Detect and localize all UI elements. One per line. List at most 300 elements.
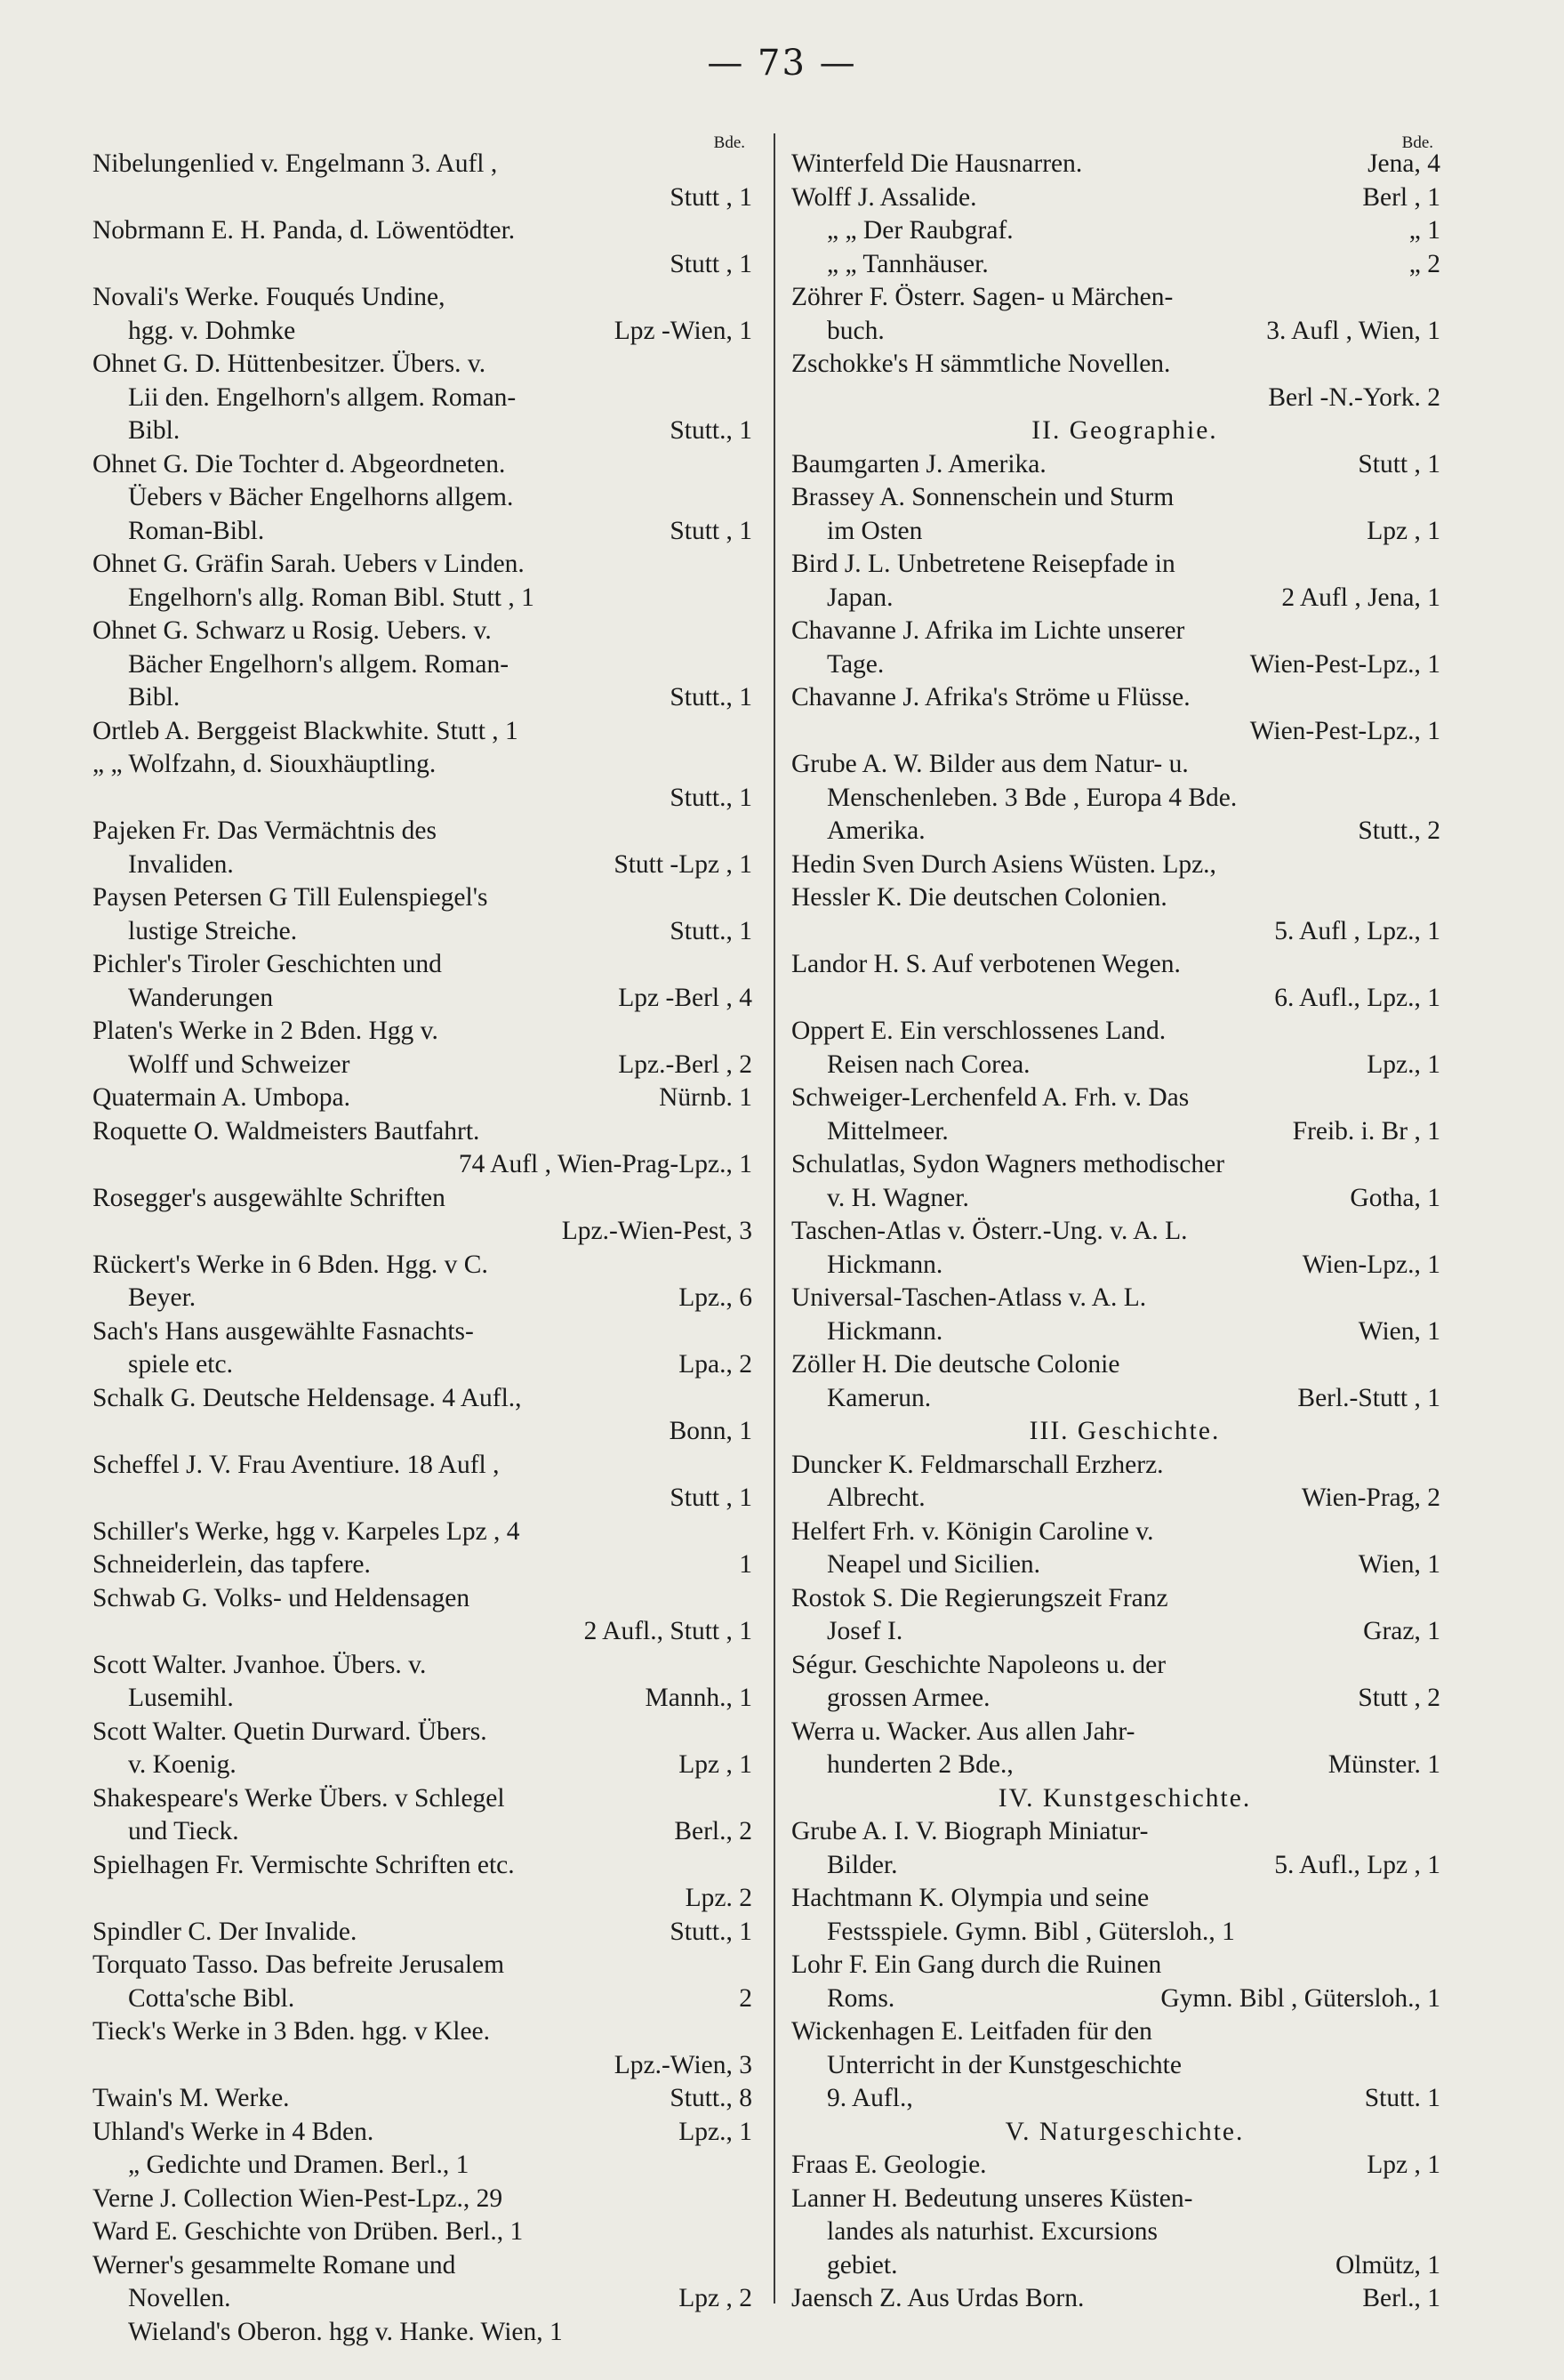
entry-place-volumes: Olmütz, 1: [1335, 2250, 1440, 2279]
catalog-entry: [791, 681, 1440, 748]
catalog-entry: [791, 214, 1440, 248]
entry-line: [791, 1548, 1440, 1582]
catalog-entry: [791, 1148, 1440, 1215]
entry-place-volumes: Stutt., 1: [670, 1917, 752, 1946]
catalog-entry: [92, 1949, 752, 2015]
entry-line: [791, 2215, 1440, 2249]
entry-line: [791, 1049, 1440, 1082]
entry-text: Hickmann.: [827, 1316, 943, 1346]
entry-line: [791, 281, 1440, 315]
entry-line: [791, 1081, 1440, 1115]
entry-line: [92, 1649, 752, 1683]
entry-line: [791, 481, 1440, 515]
entry-place-volumes: 2: [739, 1983, 752, 2013]
entry-line: [92, 1716, 752, 1749]
entry-text: Jaensch Z. Aus Urdas Born.: [791, 2284, 1085, 2312]
entry-text: gebiet.: [827, 2250, 898, 2279]
catalog-entry: [92, 1081, 752, 1115]
entry-text: Kamerun.: [827, 1383, 932, 1412]
entry-line: [92, 2249, 752, 2283]
entry-text: Stutt , 1: [670, 1483, 752, 1512]
entry-line: [92, 2049, 752, 2083]
entry-line: [791, 1115, 1440, 1149]
entry-text: Schulatlas, Sydon Wagners methodischer: [791, 1150, 1225, 1178]
entry-line: [92, 1516, 752, 1549]
entry-line: [92, 1682, 752, 1716]
entry-line: [791, 348, 1440, 382]
volumes-header: Bde.: [1401, 133, 1433, 152]
entry-line: [791, 1482, 1440, 1516]
entry-place-volumes: Münster. 1: [1327, 1750, 1440, 1779]
catalog-entry: [791, 1516, 1440, 1582]
entry-line: [92, 1582, 752, 1616]
entry-line: [92, 1482, 752, 1516]
entry-line: [92, 582, 752, 615]
volumes-header: Bde.: [713, 133, 745, 152]
entry-text: v. H. Wagner.: [827, 1183, 969, 1212]
entry-line: [791, 2282, 1440, 2316]
entry-line: [791, 548, 1440, 582]
catalog-entry: [791, 148, 1440, 181]
catalog-entry: [791, 1949, 1440, 2015]
entry-place-volumes: Stutt , 2: [1358, 1684, 1440, 1712]
entry-place-volumes: Stutt., 1: [670, 416, 752, 445]
entry-text: landes als naturhist. Excursions: [827, 2217, 1158, 2246]
entry-text: Scheffel J. V. Frau Aventiure. 18 Aufl ,: [92, 1450, 500, 1479]
catalog-entry: [791, 1882, 1440, 1949]
entry-place-volumes: 2 Aufl , Jena, 1: [1281, 583, 1440, 612]
entry-place-volumes: Lpz., 1: [1367, 1049, 1440, 1079]
catalog-entry: [92, 1582, 752, 1649]
catalog-entry: [791, 2149, 1440, 2183]
entry-line: [791, 815, 1440, 848]
entry-place-volumes: Lpz , 2: [678, 2284, 752, 2312]
entry-text: Scott Walter. Quetin Durward. Übers.: [92, 1717, 487, 1746]
entry-line: [791, 982, 1440, 1016]
catalog-entry: [791, 1815, 1440, 1882]
entry-text: Platen's Werke in 2 Bden. Hgg v.: [92, 1017, 438, 1045]
entry-line: [92, 1615, 752, 1649]
catalog-entry: [92, 1115, 752, 1182]
entry-place-volumes: Berl.-Stutt , 1: [1297, 1383, 1440, 1412]
entry-text: Ward E. Geschichte von Drüben. Berl., 1: [92, 2217, 524, 2246]
entry-line: [92, 1215, 752, 1249]
entry-text: Engelhorn's allg. Roman Bibl. Stutt , 1: [128, 583, 534, 612]
entry-text: Ortleb A. Berggeist Blackwhite. Stutt , 1: [92, 716, 518, 745]
entry-text: v. Koenig.: [128, 1750, 237, 1779]
entry-line: [92, 481, 752, 515]
entry-line: [92, 1548, 752, 1582]
catalog-entry: [791, 1348, 1440, 1415]
entry-line: [92, 1749, 752, 1782]
entry-text: Sach's Hans ausgewählte Fasnachts-: [92, 1316, 474, 1346]
entry-place-volumes: Lpz , 1: [678, 1750, 752, 1779]
entry-text: Duncker K. Feldmarschall Erzherz.: [791, 1450, 1164, 1479]
entry-line: [92, 515, 752, 549]
entry-place-volumes: Berl., 1: [1362, 2284, 1440, 2312]
catalog-entry: [791, 615, 1440, 681]
entry-line: [92, 1882, 752, 1916]
catalog-entry: [791, 1582, 1440, 1649]
entry-line: [791, 648, 1440, 682]
entry-text: Ohnet G. D. Hüttenbesitzer. Übers. v.: [92, 350, 486, 378]
catalog-entry: [791, 1015, 1440, 1081]
catalog-entry: [92, 748, 752, 815]
entry-text: Lohr F. Ein Gang durch die Ruinen: [791, 1950, 1162, 1979]
entry-place-volumes: Lpa., 2: [678, 1350, 752, 1379]
catalog-entry: [92, 2215, 752, 2249]
catalog-entry: [92, 148, 752, 214]
entry-text: Landor H. S. Auf verbotenen Wegen.: [791, 950, 1181, 978]
catalog-entry: [92, 1782, 752, 1849]
catalog-entry: [791, 481, 1440, 548]
catalog-entry: [92, 1449, 752, 1516]
entry-text: Quatermain A. Umbopa.: [92, 1083, 351, 1112]
entry-line: [92, 414, 752, 448]
entry-text: Invaliden.: [128, 849, 234, 879]
entry-place-volumes: Lpz.-Berl , 2: [618, 1049, 752, 1079]
entry-line: [791, 782, 1440, 816]
entry-line: [791, 681, 1440, 715]
entry-text: 74 Aufl , Wien-Prag-Lpz., 1: [458, 1150, 752, 1178]
entry-line: [791, 181, 1440, 215]
entry-text: Reisen nach Corea.: [827, 1049, 1031, 1079]
catalog-entry: [92, 448, 752, 549]
entry-line: [92, 1115, 752, 1149]
entry-text: Bilder.: [827, 1850, 898, 1879]
entry-line: [791, 1982, 1440, 2016]
entry-line: [791, 1215, 1440, 1249]
entry-text: grossen Armee.: [827, 1684, 991, 1712]
entry-line: [92, 448, 752, 482]
entry-text: und Tieck.: [128, 1817, 239, 1845]
catalog-entry: [92, 348, 752, 448]
entry-line: [791, 915, 1440, 949]
entry-line: [92, 815, 752, 848]
entry-line: [92, 2015, 752, 2049]
entry-line: [92, 2183, 752, 2216]
entry-text: Nibelungenlied v. Engelmann 3. Aufl ,: [92, 149, 498, 178]
catalog-entry: [92, 2149, 752, 2183]
entry-text: Verne J. Collection Wien-Pest-Lpz., 29: [92, 2183, 503, 2213]
entry-line: [92, 848, 752, 882]
entry-place-volumes: Wien-Lpz., 1: [1302, 1250, 1440, 1279]
entry-text: Wieland's Oberon. hgg v. Hanke. Wien, 1: [128, 2317, 563, 2346]
entry-text: Twain's M. Werke.: [92, 2084, 290, 2112]
entry-line: [92, 1282, 752, 1315]
catalog-entry: [92, 2082, 752, 2116]
entry-text: Schiller's Werke, hgg v. Karpeles Lpz , 4: [92, 1516, 520, 1546]
catalog-entry: [92, 1548, 752, 1582]
entry-text: Bonn, 1: [669, 1417, 752, 1445]
entry-line: [791, 615, 1440, 648]
entry-line: [791, 582, 1440, 615]
entry-place-volumes: Stutt , 1: [670, 516, 752, 545]
entry-text: buch.: [827, 316, 885, 345]
entry-line: [92, 1049, 752, 1082]
catalog-entry: [791, 248, 1440, 282]
entry-text: Beyer.: [128, 1283, 197, 1312]
entry-text: Fraas E. Geologie.: [791, 2151, 987, 2179]
entry-text: Amerika.: [827, 816, 926, 845]
right-column: [791, 133, 1440, 2316]
entry-line: [92, 181, 752, 215]
column-divider: [774, 133, 775, 2304]
entry-text: 9. Aufl.,: [827, 2084, 913, 2112]
entry-line: [791, 1015, 1440, 1049]
entry-place-volumes: Stutt., 1: [670, 683, 752, 712]
catalog-entry: [791, 748, 1440, 848]
section-heading: III. Geschichte.: [1029, 1417, 1221, 1445]
entry-text: 2 Aufl., Stutt , 1: [583, 1617, 752, 1645]
entry-text: Baumgarten J. Amerika.: [791, 449, 1047, 478]
entry-line: [791, 1649, 1440, 1683]
entry-line: [92, 214, 752, 248]
entry-line: [791, 148, 1440, 181]
catalog-entry: [791, 181, 1440, 215]
catalog-entry: [92, 1015, 752, 1081]
entry-text: 5. Aufl , Lpz., 1: [1274, 916, 1440, 945]
entry-line: [791, 1516, 1440, 1549]
entry-line: [92, 782, 752, 816]
left-column: [92, 133, 752, 2349]
entry-line: [92, 2316, 752, 2350]
entry-line: [92, 2149, 752, 2183]
catalog-entry: [92, 881, 752, 948]
entry-place-volumes: Stutt., 2: [1358, 816, 1440, 845]
entry-place-volumes: Lpz., 1: [678, 2117, 752, 2146]
entry-text: Roman-Bibl.: [128, 516, 265, 545]
entry-text: Taschen-Atlas v. Österr.-Ung. v. A. L.: [791, 1217, 1188, 1245]
entry-text: Unterricht in der Kunstgeschichte: [827, 2050, 1182, 2079]
entry-text: Lanner H. Bedeutung unseres Küsten-: [791, 2183, 1193, 2213]
entry-text: Wickenhagen E. Leitfaden für den: [791, 2017, 1152, 2046]
catalog-entry: [791, 2015, 1440, 2116]
entry-line: [92, 982, 752, 1016]
entry-text: Grube A. I. V. Biograph Miniatur-: [791, 1817, 1149, 1845]
entry-place-volumes: Freib. i. Br , 1: [1292, 1116, 1440, 1146]
catalog-entry: [791, 348, 1440, 414]
catalog-entry: [92, 1249, 752, 1315]
entry-text: Stutt , 1: [670, 182, 752, 212]
entry-text: Schneiderlein, das tapfere.: [92, 1550, 371, 1579]
entry-place-volumes: Gotha, 1: [1350, 1183, 1440, 1212]
entry-line: [791, 1182, 1440, 1216]
entry-text: Lusemihl.: [128, 1684, 234, 1712]
entry-text: Pajeken Fr. Das Vermächtnis des: [92, 816, 437, 845]
catalog-entry: [791, 1649, 1440, 1716]
entry-text: Wolff und Schweizer: [128, 1049, 350, 1079]
entry-line: [92, 348, 752, 382]
entry-text: Lpz. 2: [685, 1884, 752, 1912]
entry-text: Hedin Sven Durch Asiens Wüsten. Lpz.,: [791, 849, 1216, 879]
entry-text: Torquato Tasso. Das befreite Jerusalem: [92, 1950, 505, 1979]
entry-text: Chavanne J. Afrika's Ströme u Flüsse.: [791, 683, 1191, 712]
entry-line: [791, 1749, 1440, 1782]
entry-line: [92, 881, 752, 915]
catalog-entry: [92, 1849, 752, 1916]
entry-text: „ „ Tannhäuser.: [827, 249, 989, 278]
entry-line: [791, 1315, 1440, 1349]
entry-line: [791, 1849, 1440, 1883]
entry-line: [791, 1148, 1440, 1182]
catalog-entry: [92, 1716, 752, 1782]
entry-place-volumes: Wien-Pest-Lpz., 1: [1249, 649, 1440, 679]
entry-line: [791, 2149, 1440, 2183]
entry-place-volumes: Lpz , 1: [1367, 516, 1440, 545]
entry-place-volumes: „ 2: [1408, 249, 1440, 278]
entry-text: im Osten: [827, 516, 923, 545]
entry-text: Tage.: [827, 649, 885, 679]
entry-line: [92, 2116, 752, 2150]
entry-line: [92, 1782, 752, 1816]
entry-text: Bird J. L. Unbetretene Reisepfade in: [791, 550, 1175, 578]
catalog-entry: [791, 448, 1440, 482]
entry-text: Chavanne J. Afrika im Lichte unserer: [791, 616, 1185, 645]
entry-text: Rückert's Werke in 6 Bden. Hgg. v C.: [92, 1250, 488, 1279]
catalog-entry: [791, 2183, 1440, 2283]
catalog-entry: [92, 214, 752, 281]
entry-text: Berl -N.-York. 2: [1268, 382, 1440, 412]
entry-text: Winterfeld Die Hausnarren.: [791, 149, 1083, 178]
entry-line: [92, 1916, 752, 1950]
entry-place-volumes: 3. Aufl , Wien, 1: [1266, 316, 1440, 345]
entry-line: [92, 1849, 752, 1883]
entry-line: [92, 2082, 752, 2116]
entry-line: [791, 1382, 1440, 1416]
catalog-entry: [92, 1916, 752, 1950]
entry-line: [92, 1315, 752, 1349]
entry-text: Lpz.-Wien-Pest, 3: [561, 1217, 752, 1245]
entry-place-volumes: Lpz -Berl , 4: [618, 983, 752, 1012]
entry-line: [92, 1015, 752, 1049]
entry-text: Universal-Taschen-Atlass v. A. L.: [791, 1283, 1147, 1312]
entry-line: [791, 1282, 1440, 1315]
catalog-entry: [92, 281, 752, 348]
entry-text: Spielhagen Fr. Vermischte Schriften etc.: [92, 1850, 515, 1879]
catalog-entry: [791, 1449, 1440, 1516]
entry-text: Stutt , 1: [670, 249, 752, 278]
entry-place-volumes: Berl , 1: [1362, 182, 1440, 212]
entry-text: Albrecht.: [827, 1483, 926, 1512]
entry-line: [92, 1182, 752, 1216]
entry-line: [92, 281, 752, 315]
catalog-entry: [92, 2015, 752, 2082]
entry-line: [92, 315, 752, 349]
entry-place-volumes: Stutt., 8: [670, 2084, 752, 2112]
entry-text: Lpz.-Wien, 3: [614, 2050, 752, 2079]
entry-text: hgg. v. Dohmke: [128, 316, 296, 345]
entry-line: [92, 948, 752, 982]
entry-line: [791, 248, 1440, 282]
entry-place-volumes: Gymn. Bibl , Gütersloh., 1: [1160, 1983, 1440, 2013]
entry-text: Uhland's Werke in 4 Bden.: [92, 2117, 374, 2146]
entry-line: [92, 248, 752, 282]
entry-line: [791, 948, 1440, 982]
entry-line: [92, 648, 752, 682]
catalog-entry: [92, 2316, 752, 2350]
entry-place-volumes: Lpz., 6: [678, 1283, 752, 1312]
entry-text: Zöhrer F. Österr. Sagen- u Märchen-: [791, 283, 1174, 311]
catalog-entry: [791, 948, 1440, 1015]
entry-place-volumes: Stutt , 1: [1358, 449, 1440, 478]
entry-line: [791, 1582, 1440, 1616]
catalog-entry: [92, 1516, 752, 1549]
entry-line: [92, 1449, 752, 1483]
entry-place-volumes: Graz, 1: [1363, 1617, 1440, 1645]
entry-text: Pichler's Tiroler Geschichten und: [92, 950, 442, 978]
entry-line: [791, 1449, 1440, 1483]
entry-text: Brassey A. Sonnenschein und Sturm: [791, 483, 1175, 511]
entry-line: [791, 1249, 1440, 1282]
entry-text: Schalk G. Deutsche Heldensage. 4 Aufl.,: [92, 1383, 522, 1412]
entry-text: Nobrmann E. H. Panda, d. Löwentödter.: [92, 216, 516, 245]
entry-text: Grube A. W. Bilder aus dem Natur- u.: [791, 750, 1189, 778]
entry-line: [791, 1682, 1440, 1716]
section-heading: V. Naturgeschichte.: [1005, 2117, 1245, 2146]
catalog-entry: [92, 2116, 752, 2150]
catalog-entry: [92, 1649, 752, 1716]
catalog-entry: [92, 1182, 752, 1249]
section-heading: IV. Kunstgeschichte.: [998, 1783, 1252, 1813]
catalog-entry: [791, 1282, 1440, 1348]
entry-line: [92, 148, 752, 181]
entry-text: Lii den. Engelhorn's allgem. Roman-: [128, 382, 517, 412]
entry-text: Bibl.: [128, 683, 180, 712]
entry-place-volumes: 1: [739, 1550, 752, 1579]
entry-text: „ „ Der Raubgraf.: [827, 216, 1014, 245]
entry-text: Roms.: [827, 1983, 895, 2013]
catalog-entry: [92, 948, 752, 1015]
entry-text: Roquette O. Waldmeisters Bautfahrt.: [92, 1116, 480, 1146]
entry-text: Ohnet G. Die Tochter d. Abgeordneten.: [92, 449, 506, 478]
entry-line: [92, 748, 752, 782]
entry-line: [92, 382, 752, 415]
entry-place-volumes: Wien-Prag, 2: [1301, 1483, 1440, 1512]
entry-line: [791, 748, 1440, 782]
entry-text: „ „ Wolfzahn, d. Siouxhäuptling.: [92, 750, 437, 778]
entry-text: Rostok S. Die Regierungszeit Franz: [791, 1583, 1168, 1612]
entry-line: [92, 1081, 752, 1115]
entry-text: Spindler C. Der Invalide.: [92, 1917, 357, 1946]
entry-line: [92, 681, 752, 715]
page-number: — 73 —: [707, 43, 857, 84]
catalog-entry: [92, 548, 752, 615]
entry-text: Schwab G. Volks- und Heldensagen: [92, 1583, 470, 1612]
entry-text: Bächer Engelhorn's allgem. Roman-: [128, 649, 509, 679]
entry-text: Wolff J. Assalide.: [791, 182, 977, 212]
entry-place-volumes: Stutt., 1: [670, 916, 752, 945]
entry-place-volumes: Stutt -Lpz , 1: [614, 849, 752, 879]
entry-line: [791, 2183, 1440, 2216]
entry-text: Neapel und Sicilien.: [827, 1550, 1041, 1579]
catalog-entry: [791, 1716, 1440, 1782]
catalog-entry: [92, 615, 752, 715]
entry-line: [92, 1249, 752, 1282]
catalog-entry: [92, 2183, 752, 2216]
entry-text: Novali's Werke. Fouqués Undine,: [92, 283, 445, 311]
entry-text: Hickmann.: [827, 1250, 943, 1279]
entry-text: Oppert E. Ein verschlossenes Land.: [791, 1017, 1167, 1045]
entry-text: Ohnet G. Schwarz u Rosig. Uebers. v.: [92, 616, 492, 645]
entry-text: Josef I.: [827, 1617, 903, 1645]
entry-line: [791, 2015, 1440, 2049]
entry-line: [791, 1949, 1440, 1982]
entry-text: Zschokke's H sämmtliche Novellen.: [791, 350, 1171, 378]
entry-text: Üebers v Bächer Engelhorns allgem.: [128, 483, 514, 511]
entry-text: lustige Streiche.: [128, 916, 298, 945]
entry-text: Ségur. Geschichte Napoleons u. der: [791, 1650, 1167, 1679]
